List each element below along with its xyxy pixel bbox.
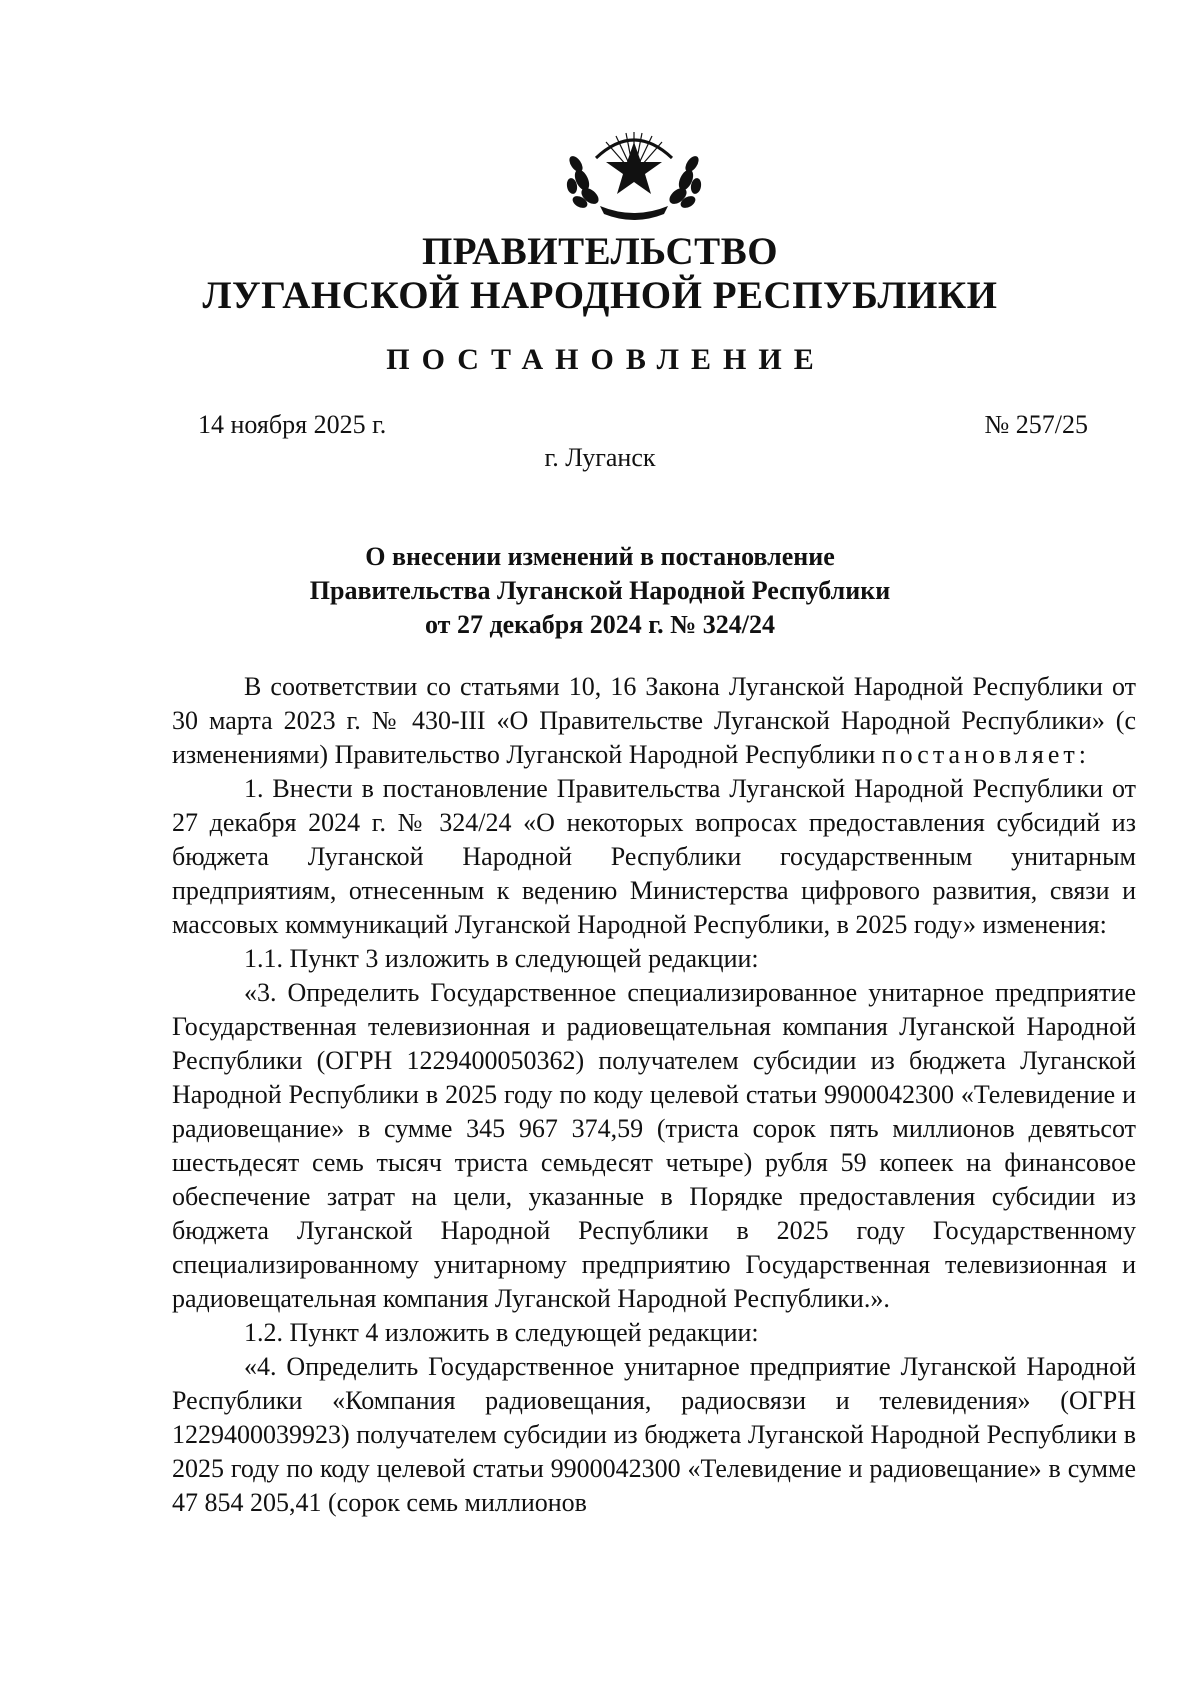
document-type: ПОСТАНОВЛЕНИЕ [386,343,826,376]
paragraph-point-3: «3. Определить Государственное специализированное унитарное предприятие Государственная телевизионная и радиовещательная компания Луганской Народной Республики (ОГРН 1229400050362) получателем субсидии из бюджета Луганской Народной Республики в 2025 году по коду целевой статьи 9900042300 «Телевидение и радиовещание» в сумме 345 967 374,59 (триста сорок пять миллионов девятьсот шестьдесят семь тысяч триста семьдесят четыре) рубля 59 копеек на финансовое обеспечение затрат на цели, указанные в Порядке предоставления субсидии из бюджета Луганской Народной Республики в 2025 году Государственному специализированному унитарному предприятию Государственная телевизионная и радиовещательная компания Луганской Народной Республики.». [172,978,1136,1313]
paragraph-preamble [172,670,1136,772]
paragraph-1-1: 1.1. Пункт 3 изложить в следующей редакции: [244,944,759,973]
organization-name-line2: ЛУГАНСКОЙ НАРОДНОЙ РЕСПУБЛИКИ [202,274,998,317]
paragraph-point-4: «4. Определить Государственное унитарное предприятие Луганской Народной Республики «Компания радиовещания, радиосвязи и телевидения» (ОГРН 1229400039923) получателем субсидии из бюджета Луганской Народной Республики в 2025 году по коду целевой статьи 9900042300 «Телевидение и радиовещание» в сумме 47 854 205,41 (сорок семь миллионов [172,1352,1136,1517]
subject-line3: от 27 декабря 2024 г. № 324/24 [425,610,775,639]
document-city: г. Луганск [544,443,656,472]
preamble-end: : [1078,740,1086,769]
document-subject [0,540,1200,642]
subject-line1: О внесении изменений в постановление [365,542,835,571]
paragraph-1: 1. Внести в постановление Правительства Луганской Народной Республики от 27 декабря 2024 г. № 324/24 «О некоторых вопросах предоставления субсидий из бюджета Луганской Народной Республики государственным унитарным предприятиям, отнесенным к ведению Министерства цифрового развития, связи и массовых коммуникаций Луганской Народной Республики, в 2025 году» изменения: [172,774,1136,939]
paragraph-1-2: 1.2. Пункт 4 изложить в следующей редакции: [244,1318,759,1347]
state-emblem-icon [560,128,708,220]
document-body [172,670,1136,1520]
organization-name-line1: ПРАВИТЕЛЬСТВО [421,230,779,273]
preamble-text: В соответствии со статьями 10, 16 Закона Луганской Народной Республики от 30 марта 2023 г. № 430-III «О Правительстве Луганской Народной Республики» (с изменениями) Правительство Луганской Народной Республики [172,672,1136,769]
document-number: № 257/25 [984,410,1088,439]
document-date: 14 ноября 2025 г. [198,410,387,439]
subject-line2: Правительства Луганской Народной Республики [309,576,891,605]
preamble-verb: постановляет [881,740,1079,769]
